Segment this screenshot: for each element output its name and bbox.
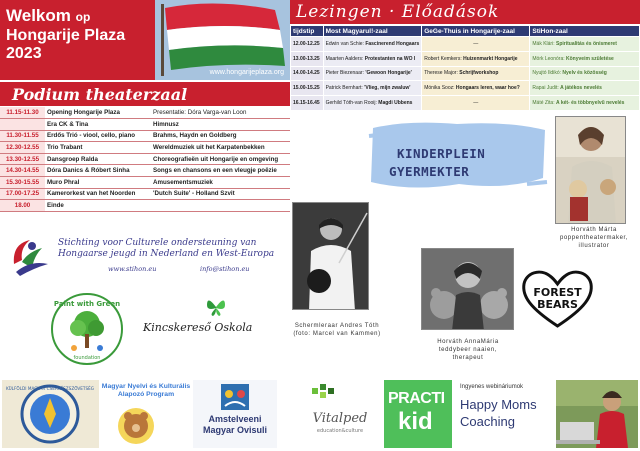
paint-with-green-logo (50, 292, 124, 366)
table-row (0, 107, 290, 119)
table-row (0, 130, 290, 142)
lecture-cell: Patrick Bernhart: 'Vlieg, mijn zwaluw' (323, 81, 422, 96)
table-row (0, 177, 290, 189)
caption-andres: Schermleraar Andres Tóth (foto: Marcel van Kammen) (293, 323, 381, 337)
svg-text:BEARS: BEARS (537, 298, 578, 311)
kincskereso-oskola: Kincskereső Oskola (143, 321, 253, 334)
svg-text:foundation: foundation (73, 355, 101, 361)
table-row (291, 66, 640, 81)
stichting-email: info@stihon.eu (200, 265, 250, 273)
svg-text:FOREST: FOREST (533, 286, 582, 299)
schedule-time: 14.30-14.55 (0, 165, 45, 177)
column-header: Most Magyarul!-zaal (323, 26, 422, 37)
podium-header: Podium theaterzaal (0, 82, 290, 106)
svg-text:Vitalped: Vitalped (312, 411, 368, 426)
schedule-time: 15.30-15.55 (0, 177, 45, 189)
schedule-desc: Amusementsmuziek (151, 177, 290, 189)
column-header: StiHon-zaal (530, 26, 640, 37)
lecture-cell: — (422, 96, 530, 111)
photo-horvath-marta (555, 116, 626, 224)
stichting-text: Stichting voor Culturele ondersteuning van Hongaarse jeugd in Nederland en West-Europa (58, 238, 275, 259)
schedule-time: 18.00 (0, 200, 45, 212)
title-year: 2023 (6, 45, 42, 62)
schedule-time: 11.15-11.30 (0, 107, 45, 119)
lecture-cell: Mónika Sooz: Hongaars leren, waar hoe? (422, 81, 530, 96)
schedule-act: Opening Hongarije Plaza (45, 107, 151, 119)
table-row (0, 165, 290, 177)
schedule-desc: Choreografieën uit Hongarije en omgeving (151, 153, 290, 165)
lecture-cell: Pieter Biezenaar: 'Gewoon Hongarije' (323, 66, 422, 81)
schedule-time: 12.30-12.55 (0, 142, 45, 154)
sponsor-vitalped (300, 380, 380, 448)
svg-text:education&culture: education&culture (316, 428, 364, 434)
tree-icon (50, 292, 124, 366)
lecture-time: 14.00-14.25 (291, 66, 324, 81)
title-block (0, 0, 155, 80)
lecture-cell: Maarten Aalders: Protestanten na WO I (323, 51, 422, 66)
lecture-time: 13.00-13.25 (291, 51, 324, 66)
lecture-cell: Therese Major: Schrijfworkshop (422, 66, 530, 81)
sponsor-amstelveen-ovisuli: Amstelveeni Magyar Ovisuli (193, 380, 277, 448)
gyermekter-title: GYERMEKTER (389, 164, 470, 179)
lecture-cell: Rapai Judit: A játékos nevelés (530, 81, 640, 96)
table-row (0, 188, 290, 200)
table-row (0, 200, 290, 212)
svg-text:Paint with Green: Paint with Green (53, 300, 121, 308)
schedule-act: Kamerorkest van het Noorden (45, 188, 151, 200)
schedule-desc: Wereldmuziek uit het Karpatenbekken (151, 142, 290, 154)
bear-icon (100, 380, 192, 448)
schedule-act: Dóra Danics & Róbert Sinha (45, 165, 151, 177)
sponsor-happy-moms: Ingyenes webináriumok Happy Moms Coaching (454, 380, 554, 448)
table-row (0, 153, 290, 165)
lecture-cell: — (422, 37, 530, 52)
lecture-cell: Gerhild Tóth-van Rooij: Magdi Ubbens (323, 96, 422, 111)
flag-icon (155, 0, 290, 80)
schedule-desc: Himnusz (151, 119, 290, 131)
stihon-logo (8, 234, 52, 278)
lecture-time: 12.00-12.25 (291, 37, 324, 52)
scout-emblem-icon (2, 380, 99, 448)
lecture-cell: Nyujtó Ildikó: Nyelv és közösség (530, 66, 640, 81)
title-line-1: Welkom op (6, 6, 91, 25)
sponsor-practikid: PRACTI kid (384, 380, 452, 448)
caption-annamaria: Horváth AnnaMária teddybeer naaien, therapeut (437, 339, 499, 361)
butterfly-icon (205, 297, 227, 317)
lectures-table (290, 25, 640, 111)
sponsor-kmcsz (2, 380, 99, 448)
sponsor-photo-woman-laptop (556, 380, 638, 448)
table-header-row (291, 26, 640, 37)
schedule-act: Era CK & Tina (45, 119, 151, 131)
laptop-photo-icon (556, 380, 638, 448)
hungarian-flag-image (155, 0, 290, 80)
schedule-time: 11.30-11.55 (0, 130, 45, 142)
lecture-time: 16.15-16.45 (291, 96, 324, 111)
title-line-2: Hongarije Plaza (6, 27, 126, 44)
schedule-desc: Presentatie: Dóra Varga-van Loon (151, 107, 290, 119)
column-header: tijdstip (291, 26, 324, 37)
lecture-time: 15.00-15.25 (291, 81, 324, 96)
schedule-desc: 'Dutch Suite' - Holland Szvit (151, 188, 290, 200)
schedule-time: 17.00-17.25 (0, 188, 45, 200)
vitalped-icon (300, 380, 380, 448)
schedule-time: 13.30-12.55 (0, 153, 45, 165)
table-row (0, 142, 290, 154)
stihon-icon (8, 234, 52, 278)
table-row (291, 37, 640, 52)
svg-text:KÜLFÖLDI MAGYAR CSERKÉSZSZÖVET: KÜLFÖLDI MAGYAR CSERKÉSZSZÖVETSÉG (5, 386, 95, 391)
table-row (291, 81, 640, 96)
schedule-act: Trio Trabant (45, 142, 151, 154)
schedule-desc: Songs en chansons en een vleugje poëzie (151, 165, 290, 177)
forest-bears-logo (520, 268, 595, 330)
lecture-cell: Mák Klári: Spiritualitás és önismeret (530, 37, 640, 52)
schedule-act: Erdős Trió - viool, cello, piano (45, 130, 151, 142)
lecture-cell: Edwin van Schie: Fascinerend Hongaars (323, 37, 422, 52)
schedule-act: Einde (45, 200, 151, 212)
photo-horvath-annamaria (421, 248, 514, 330)
photo-andres-toth (292, 202, 369, 310)
podium-schedule-table (0, 107, 290, 212)
lecture-cell: Mörk Leonóra: Könyveim születése (530, 51, 640, 66)
kinderplein-banner (367, 118, 549, 192)
schedule-act: Dansgroep Ralda (45, 153, 151, 165)
stichting-website: www.stihon.eu (108, 265, 157, 273)
table-row (291, 51, 640, 66)
heart-icon (520, 268, 595, 330)
schedule-act: Muro Phral (45, 177, 151, 189)
caption-marta: Horváth Márta poppentheatermaker, illustrator (559, 227, 629, 249)
schedule-desc: Brahms, Haydn en Goldberg (151, 130, 290, 142)
sponsor-mnyka: Magyar Nyelvi és Kulturális Alapozó Program (100, 380, 192, 448)
fencer-photo-icon (293, 203, 369, 310)
teddy-photo-icon (422, 249, 514, 330)
lecture-cell: Robert Kemkers: Huizenmarkt Hongarije (422, 51, 530, 66)
schedule-time (0, 119, 45, 131)
lecture-cell: Máté Zita: A két- és többnyelvű nevelés (530, 96, 640, 111)
schedule-desc (151, 200, 290, 212)
website-url: www.hongarijeplaza.org (209, 69, 284, 76)
column-header: GeGe-Thuis in Hongarije-zaal (422, 26, 530, 37)
kinderplein-title: KINDERPLEIN (397, 146, 486, 161)
table-row (291, 96, 640, 111)
person-photo-icon (556, 117, 626, 224)
table-row (0, 119, 290, 131)
lectures-header: Lezingen · Előadások (290, 0, 640, 24)
